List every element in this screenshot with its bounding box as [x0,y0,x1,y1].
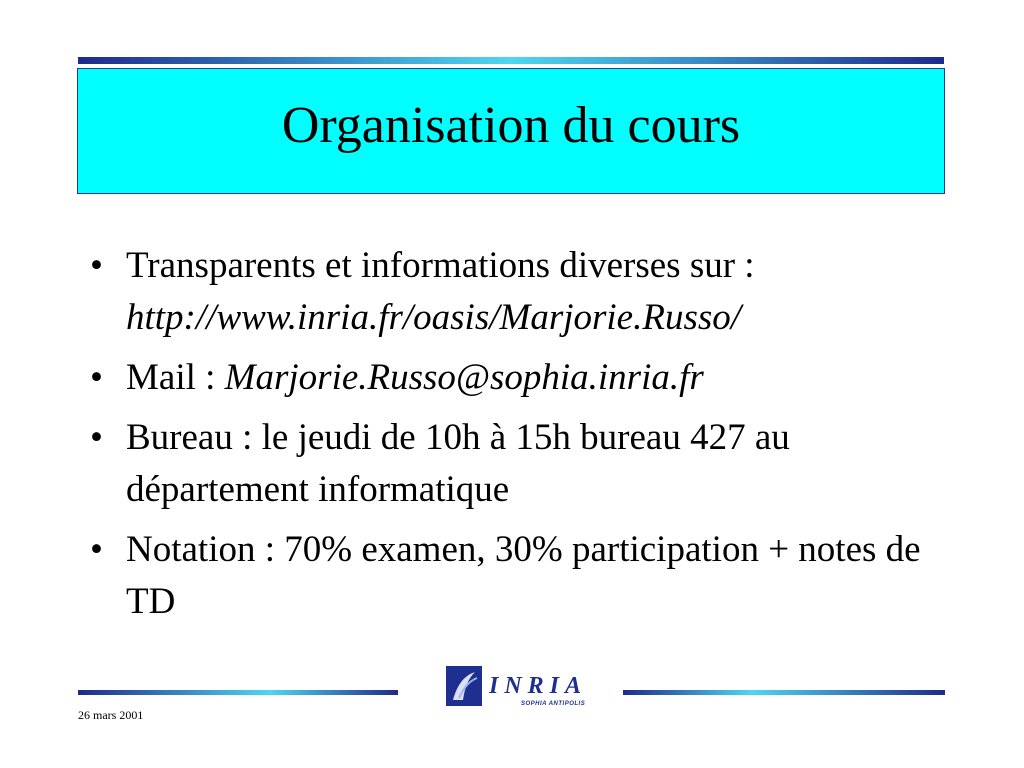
inria-logo [445,662,605,710]
bullet-item [90,240,950,344]
bullet-glyph: • [90,417,103,458]
bullet-text: Mail : [126,357,225,398]
bottom-divider-rule-left [78,690,398,695]
logo-wordmark: INRIA [489,673,588,699]
footer-date: 26 mars 2001 [78,708,144,722]
bullet-text: Bureau : le jeudi de 10h à 15h bureau 427 au département informatique [126,417,790,510]
bullet-text: Notation : 70% examen, 30% participation + notes de TD [126,529,921,622]
bullet-text: Transparents et informations diverses sur : [126,245,755,286]
logo-subtitle: SOPHIA ANTIPOLIS [521,701,586,707]
slide-title: Organisation du cours [281,97,741,154]
top-divider-rule [78,57,944,64]
bottom-divider-rule-right [623,690,945,695]
bullet-item [90,524,950,628]
email-address: Marjorie.Russo@sophia.inria.fr [224,357,704,398]
course-url: http://www.inria.fr/oasis/Marjorie.Russo/ [126,297,742,338]
bullet-item [90,412,950,516]
bullet-item [90,352,950,404]
bullet-list [90,240,950,636]
bullet-glyph: • [90,357,103,398]
bullet-glyph: • [90,529,103,570]
bullet-glyph: • [90,245,103,286]
title-box [77,68,945,194]
